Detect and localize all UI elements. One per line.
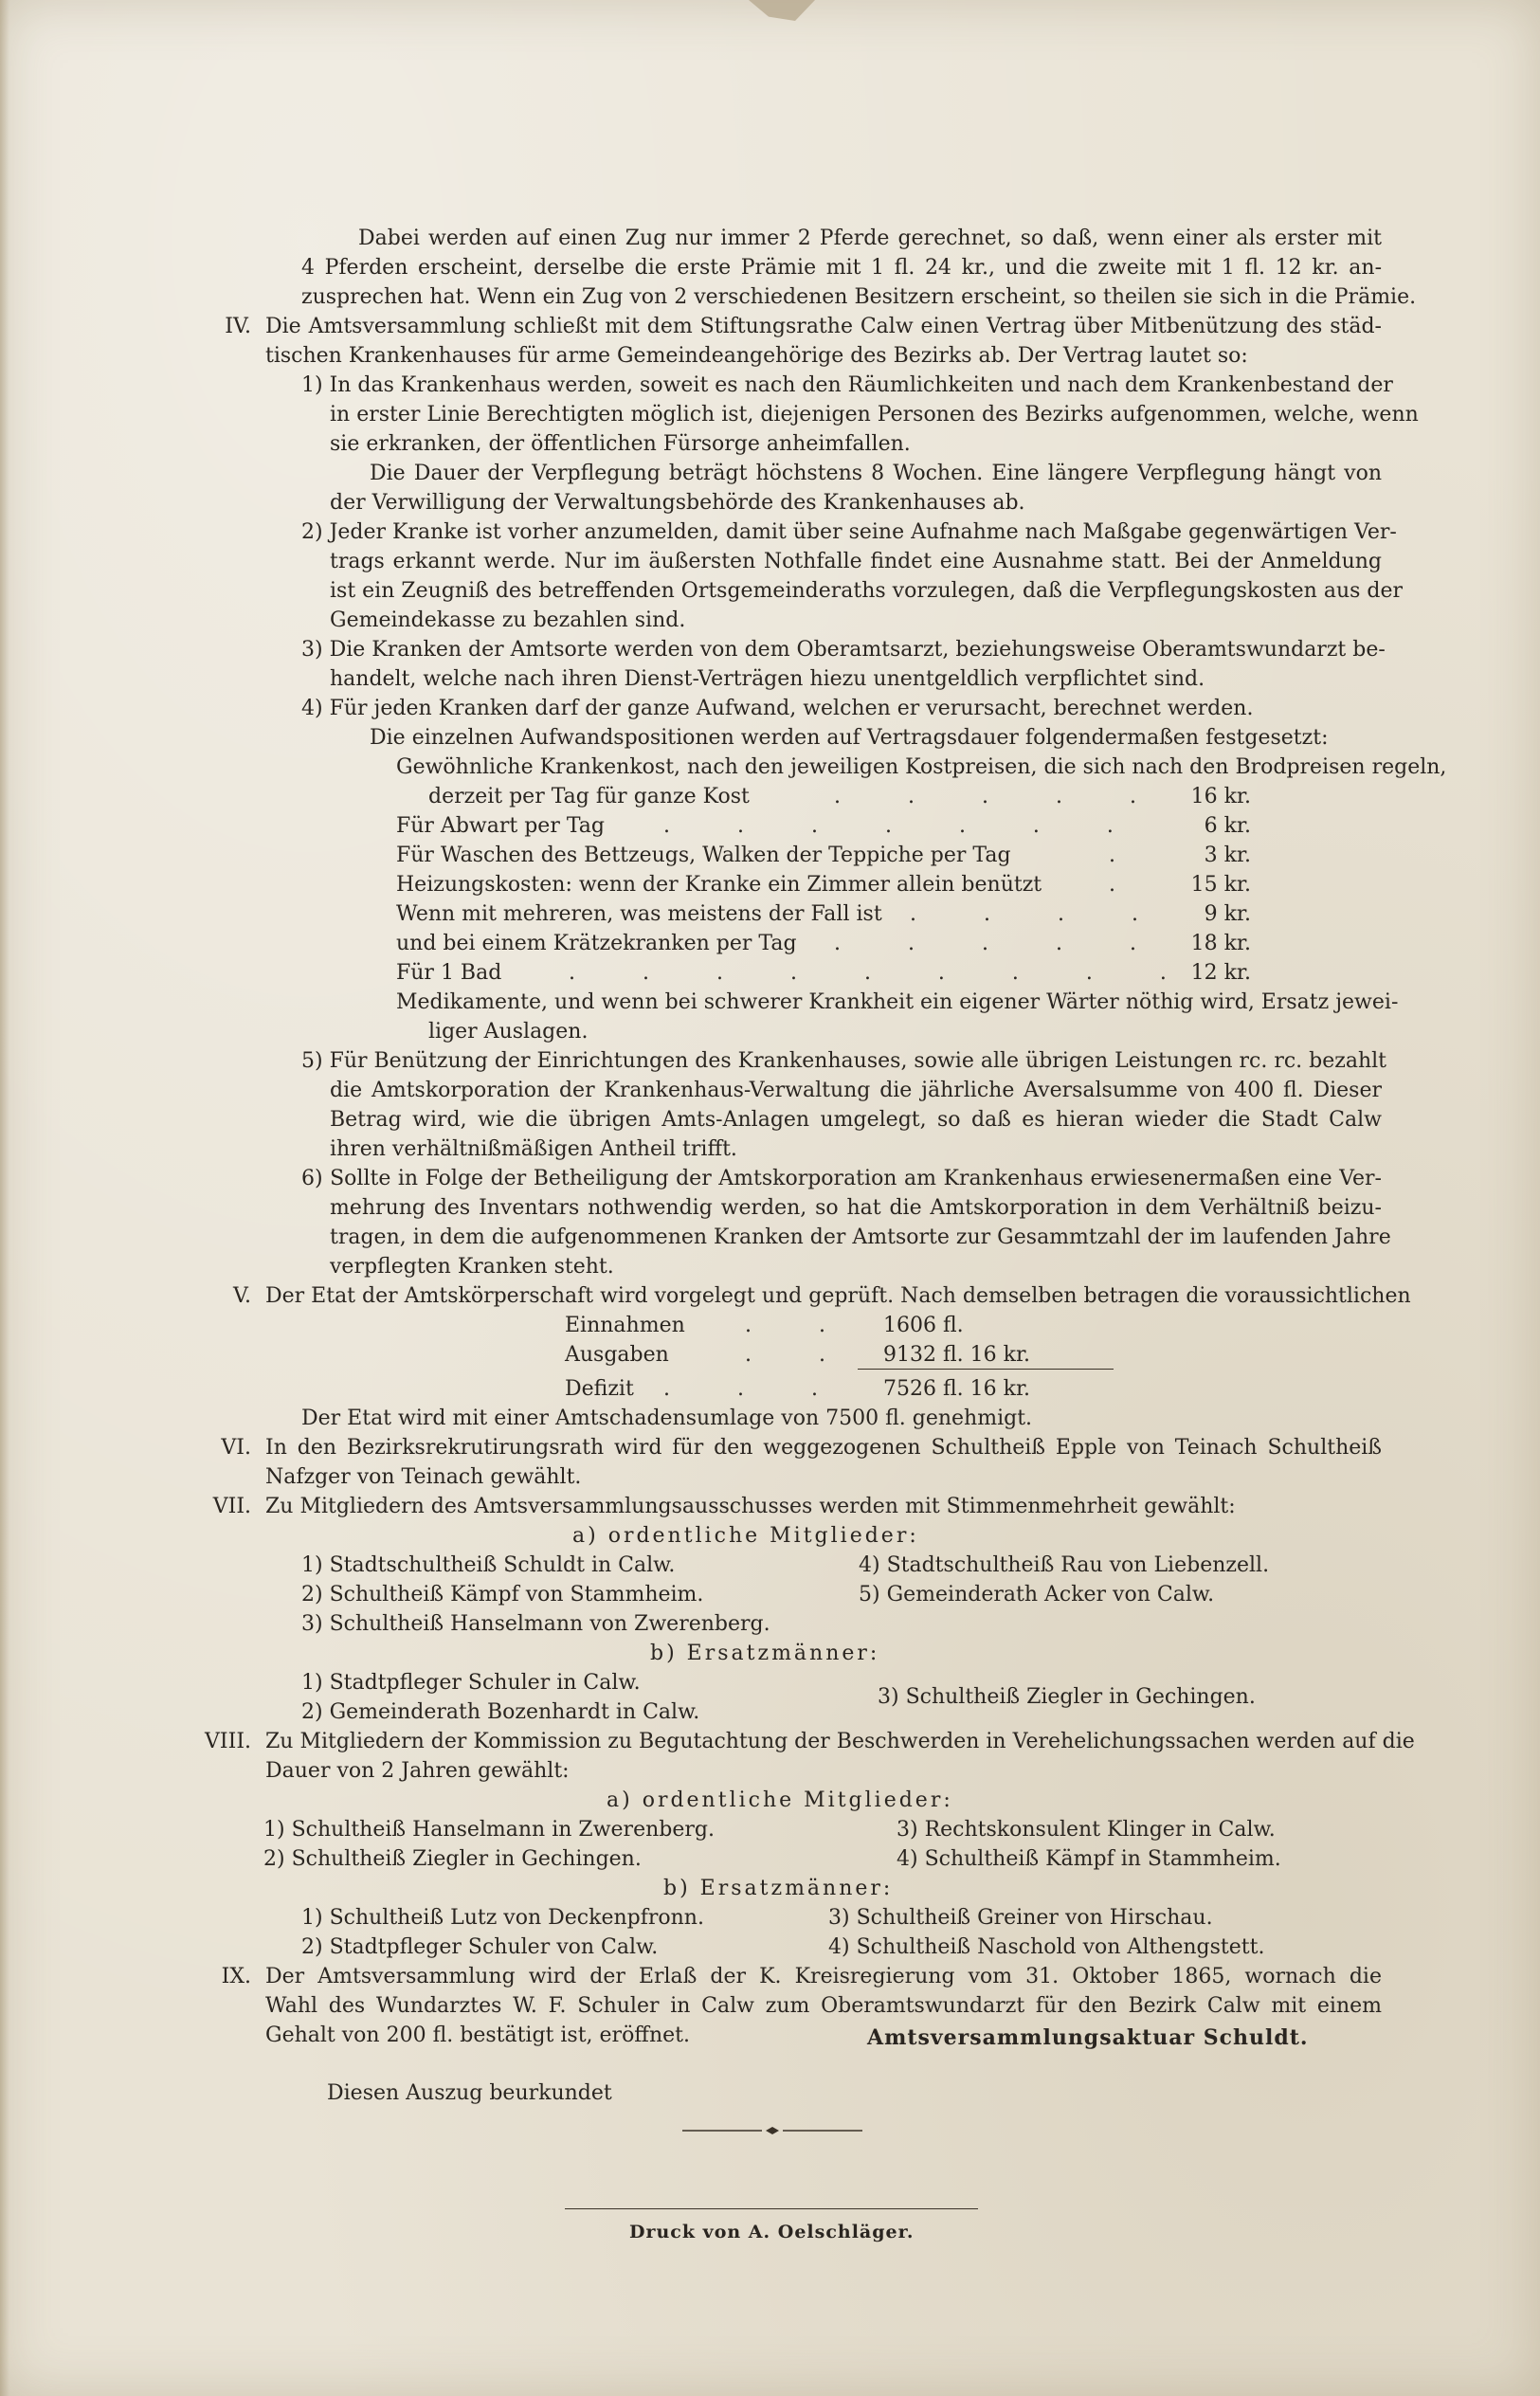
section-number-viii: VIII. (205, 1730, 251, 1753)
printer-rule (565, 2208, 978, 2209)
s8-a-member: 2) Schultheiß Ziegler in Gechingen. (263, 1847, 642, 1871)
s4-p6-line: tragen, in dem die aufgenommenen Kranken der Amtsorte zur Gesammtzahl der im laufenden Jahre (330, 1225, 1391, 1249)
s9-line-3: Gehalt von 200 fl. bestätigt ist, eröffnet. (265, 2024, 690, 2047)
s8-b-heading: b) Ersatzmänner: (663, 1877, 894, 1900)
s6-line-2: Nafzger von Teinach gewählt. (265, 1465, 582, 1489)
s7-a-member: 2) Schultheiß Kämpf von Stammheim. (301, 1583, 704, 1606)
s8-b-member: 4) Schultheiß Naschold von Althengstett. (828, 1935, 1265, 1959)
s4-p4-line: 4) Für jeden Kranken darf der ganze Aufwand, welchen er verursacht, berechnet werden. (301, 697, 1254, 720)
s8-b-member: 1) Schultheiß Lutz von Deckenpfronn. (301, 1906, 704, 1930)
s4-p1-line: in erster Linie Berechtigten möglich ist, diejenigen Personen des Bezirks aufgenommen, welche, wenn (330, 403, 1419, 427)
s8-a-member: 4) Schultheiß Kämpf in Stammheim. (897, 1847, 1281, 1871)
s6-line-1: In den Bezirksrekrutirungsrath wird für den weggezogenen Schultheiß Epple von Teinach Schultheiß (265, 1436, 1382, 1460)
cost-item-dots: . (1109, 873, 1146, 897)
cost-item-amount: 3 kr. (1204, 844, 1251, 867)
intro-line-2: 4 Pferden erscheint, derselbe die erste Prämie mit 1 fl. 24 kr., und die zweite mit 1 fl. 12 kr. an- (301, 256, 1382, 280)
s7-a-member: 4) Stadtschultheiß Rau von Liebenzell. (859, 1553, 1270, 1577)
sum-rule (858, 1369, 1114, 1370)
s8-a-member: 1) Schultheiß Hanselmann in Zwerenberg. (263, 1818, 715, 1842)
s7-b-member: 1) Stadtpfleger Schuler in Calw. (301, 1671, 641, 1695)
s7-b-member: 2) Gemeinderath Bozenhardt in Calw. (301, 1700, 700, 1724)
cost-item-dots: . . . . . (834, 932, 1167, 955)
cost-item-dots: . . . . . . . . . (569, 961, 1197, 985)
s4-p6-line: 6) Sollte in Folge der Betheiligung der Amtskorporation am Krankenhaus erwiesenermaßen eine Ver- (301, 1167, 1382, 1190)
s4-p2-line: 2) Jeder Kranke ist vorher anzumelden, damit über seine Aufnahme nach Maßgabe gegenwärtigen Ver- (301, 520, 1397, 544)
s4-line-2: tischen Krankenhauses für arme Gemeindeangehörige des Bezirks ab. Der Vertrag lautet so: (265, 344, 1248, 368)
cost-lead: Gewöhnliche Krankenkost, nach den jeweiligen Kostpreisen, die sich nach den Brodpreisen regeln, (396, 755, 1447, 779)
budget-amount: 9132 fl. 16 kr. (883, 1343, 1031, 1367)
cost-item-label: Für Waschen des Bettzeugs, Walken der Teppiche per Tag (396, 844, 1011, 867)
cost-item-amount: 18 kr. (1190, 932, 1251, 955)
cost-item-amount: 12 kr. (1190, 961, 1251, 985)
s4-p1-line: 1) In das Krankenhaus werden, soweit es nach den Räumlichkeiten und nach dem Krankenbestand der (301, 373, 1393, 397)
cost-medikamente-cont: liger Auslagen. (428, 1020, 589, 1044)
s4-p1-line: sie erkranken, der öffentlichen Fürsorge anheimfallen. (330, 432, 911, 456)
intro-line-1: Dabei werden auf einen Zug nur immer 2 Pferde gerechnet, so daß, wenn einer als erster mit (358, 227, 1382, 250)
budget-dots: . . (745, 1343, 856, 1367)
s5-line-2: Der Etat wird mit einer Amtschadensumlage von 7500 fl. genehmigt. (301, 1407, 1033, 1430)
s4-p2-line: ist ein Zeugniß des betreffenden Ortsgemeinderaths vorzulegen, daß die Verpflegungskosten aus der (330, 579, 1404, 603)
s4-p1-line: der Verwilligung der Verwaltungsbehörde des Krankenhauses ab. (330, 491, 1025, 515)
cost-item-amount: 6 kr. (1204, 814, 1251, 838)
intro-line-3: zusprechen hat. Wenn ein Zug von 2 verschiedenen Besitzern erscheint, so theilen sie sich in die Prämie. (301, 285, 1417, 309)
s4-p2-line: Gemeindekasse zu bezahlen sind. (330, 608, 686, 632)
cost-item-dots: . . . . (910, 902, 1169, 926)
s8-a-heading: a) ordentliche Mitglieder: (607, 1788, 953, 1812)
cost-item-label: Für 1 Bad (396, 961, 502, 985)
cost-item-label: Für Abwart per Tag (396, 814, 605, 838)
s4-p4-line: Die einzelnen Aufwandspositionen werden auf Vertragsdauer folgendermaßen festgesetzt: (370, 726, 1329, 750)
s4-p1-line: Die Dauer der Verpflegung beträgt höchstens 8 Wochen. Eine längere Verpflegung hängt von (370, 462, 1382, 485)
budget-label: Einnahmen (565, 1314, 685, 1337)
s8-b-member: 2) Stadtpfleger Schuler von Calw. (301, 1935, 659, 1959)
budget-amount: 7526 fl. 16 kr. (883, 1377, 1031, 1401)
ornament-divider (682, 2126, 862, 2135)
s7-b-member: 3) Schultheiß Ziegler in Gechingen. (878, 1685, 1256, 1709)
section-number-vii: VII. (212, 1495, 251, 1518)
s4-p5-line: ihren verhältnißmäßigen Antheil trifft. (330, 1137, 737, 1161)
certification-line: Diesen Auszug beurkundet (327, 2081, 612, 2105)
s4-p5-line: die Amtskorporation der Krankenhaus-Verwaltung die jährliche Aversalsumme von 400 fl. Dieser (330, 1079, 1382, 1102)
s8-line-1: Zu Mitgliedern der Kommission zu Begutachtung der Beschwerden in Verehelichungssachen werden auf die (265, 1730, 1415, 1753)
cost-item-label: Wenn mit mehreren, was meistens der Fall ist (396, 902, 882, 926)
section-number-v: V. (232, 1284, 251, 1308)
s4-p6-line: mehrung des Inventars nothwendig werden, so hat die Amtskorporation in dem Verhältniß beizu- (330, 1196, 1382, 1220)
s7-a-member: 3) Schultheiß Hanselmann von Zwerenberg. (301, 1612, 770, 1636)
cost-item-label: und bei einem Krätzekranken per Tag (396, 932, 797, 955)
cost-item-label: Heizungskosten: wenn der Kranke ein Zimmer allein benützt (396, 873, 1042, 897)
s7-line-1: Zu Mitgliedern des Amtsversammlungsausschusses werden mit Stimmenmehrheit gewählt: (265, 1495, 1236, 1518)
section-number-ix: IX. (221, 1965, 251, 1988)
budget-dots: . . . (663, 1377, 848, 1401)
cost-item-dots: . . . . . (834, 785, 1167, 808)
s4-line-1: Die Amtsversammlung schließt mit dem Stiftungsrathe Calw einen Vertrag über Mitbenützung des städ- (265, 315, 1382, 338)
s9-line-2: Wahl des Wundarztes W. F. Schuler in Calw zum Oberamtswundarzt für den Bezirk Calw mit einem (265, 1994, 1382, 2018)
s8-line-2: Dauer von 2 Jahren gewählt: (265, 1759, 570, 1783)
paper-edge-shadow (0, 0, 9, 2396)
cost-medikamente: Medikamente, und wenn bei schwerer Krankheit ein eigener Wärter nöthig wird, Ersatz jewei- (396, 990, 1399, 1014)
printer-credit: Druck von A. Oelschläger. (629, 2222, 915, 2242)
s4-p5-line: Betrag wird, wie die übrigen Amts-Anlagen umgelegt, so daß es hieran wieder die Stadt Calw (330, 1108, 1382, 1132)
cost-item-amount: 9 kr. (1204, 902, 1251, 926)
s4-p3-line: 3) Die Kranken der Amtsorte werden von dem Oberamtsarzt, beziehungsweise Oberamtswundarzt be- (301, 638, 1386, 662)
s8-a-member: 3) Rechtskonsulent Klinger in Calw. (897, 1818, 1276, 1842)
s4-p3-line: handelt, welche nach ihren Dienst-Verträgen hiezu unentgeldlich verpflichtet sind. (330, 667, 1205, 691)
s7-a-member: 1) Stadtschultheiß Schuldt in Calw. (301, 1553, 676, 1577)
s4-p6-line: verpflegten Kranken steht. (330, 1255, 614, 1279)
s7-a-member: 5) Gemeinderath Acker von Calw. (859, 1583, 1215, 1606)
cost-item-label: derzeit per Tag für ganze Kost (428, 785, 750, 808)
budget-amount: 1606 fl. (883, 1314, 964, 1337)
signature: Amtsversammlungsaktuar Schuldt. (867, 2025, 1309, 2050)
budget-label: Defizit (565, 1377, 634, 1401)
s9-line-1: Der Amtsversammlung wird der Erlaß der K. Kreisregierung vom 31. Oktober 1865, wornach die (265, 1965, 1382, 1988)
cost-item-dots: . (1109, 844, 1146, 867)
budget-dots: . . (745, 1314, 856, 1337)
cost-item-amount: 15 kr. (1190, 873, 1251, 897)
s5-line-1: Der Etat der Amtskörperschaft wird vorgelegt und geprüft. Nach demselben betragen die voraussichtlichen (265, 1284, 1411, 1308)
s8-b-member: 3) Schultheiß Greiner von Hirschau. (828, 1906, 1213, 1930)
cost-item-dots: . . . . . . . (663, 814, 1144, 838)
budget-label: Ausgaben (565, 1343, 669, 1367)
s7-b-heading: b) Ersatzmänner: (650, 1642, 880, 1665)
s7-a-heading: a) ordentliche Mitglieder: (572, 1524, 919, 1548)
section-number-vi: VI. (221, 1436, 251, 1460)
s4-p5-line: 5) Für Benützung der Einrichtungen des Krankenhauses, sowie alle übrigen Leistungen rc. rc. bezahlt (301, 1049, 1387, 1073)
section-number-iv: IV. (225, 315, 251, 338)
s4-p2-line: trags erkannt werde. Nur im äußersten Nothfalle findet eine Ausnahme statt. Bei der Anmeldung (330, 550, 1382, 573)
cost-item-amount: 16 kr. (1190, 785, 1251, 808)
